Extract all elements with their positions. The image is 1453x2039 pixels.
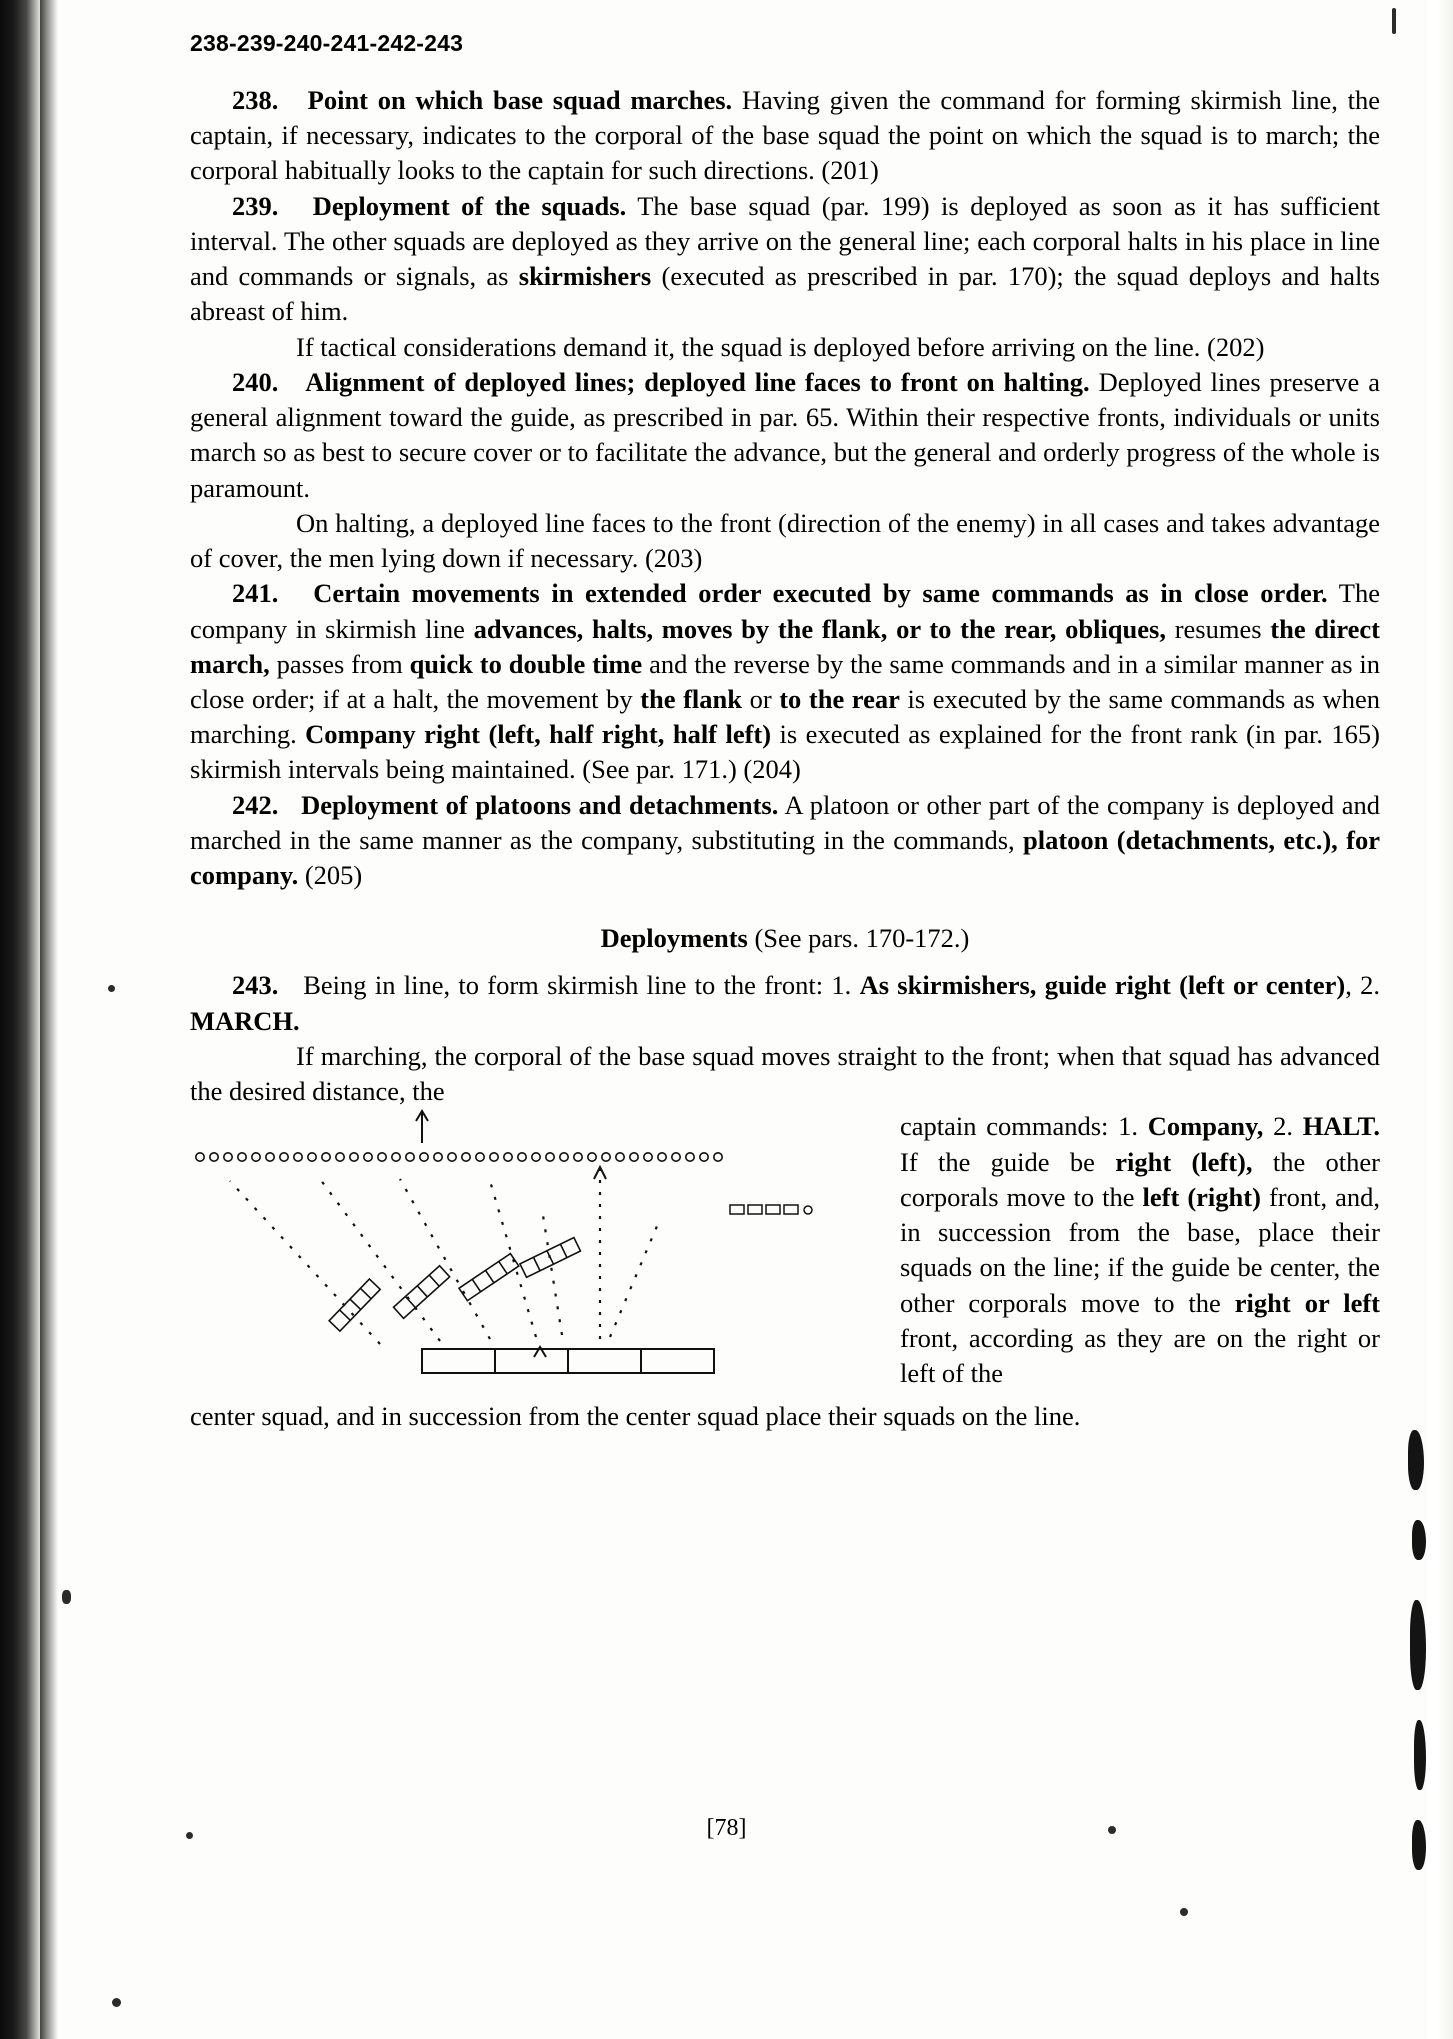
paragraph-243-text (190, 970, 1380, 1035)
paragraph-242-number: 242. (232, 789, 279, 820)
bold-command-text: Company, (1147, 1111, 1264, 1142)
paragraph-238-number: 238. (232, 85, 279, 115)
paragraph-241 (190, 576, 1380, 787)
bold-command-text: HALT. (1302, 1111, 1381, 1142)
section-heading-title: Deployments (600, 923, 748, 954)
page-content (190, 30, 1380, 1435)
body-text: 2. (1263, 1111, 1303, 1142)
company-in-line (422, 1349, 714, 1373)
body-text: and the reverse by the same commands and in a similar manner as in close order; if at a halt, the movement by (190, 648, 1380, 714)
running-head: 238-239-240-241-242-243 (190, 30, 464, 56)
section-heading-note: (See pars. 170-172.) (747, 923, 970, 954)
scan-artifact (1412, 1520, 1426, 1560)
paragraph-241-text (190, 578, 1380, 784)
bold-command-text: the flank (640, 683, 742, 714)
paragraph-239-heading: Deployment of the squads. (312, 190, 627, 221)
bold-command-text: platoon (detachments, etc.), for company. (190, 824, 1380, 891)
bold-command-text: to the rear (779, 683, 900, 714)
bold-command-text: As skirmishers, guide right (left or center) (859, 970, 1346, 1001)
scan-speck (62, 1590, 71, 1604)
scan-speck (112, 1998, 121, 2007)
bold-command-text: MARCH. (190, 1005, 300, 1036)
bold-command-text: advances, halts, moves by the flank, or to the rear, obliques, (473, 613, 1166, 644)
body-text: is executed as explained for the front rank (in par. 165) skirmish intervals being maintained. (See par. 171.) (204) (190, 719, 1380, 785)
paragraph-240b: On halting, a deployed line faces to the front (direction of the enemy) in all cases and takes advantage of cover, the men lying down if necessary. (203) (190, 507, 1380, 574)
body-text: If the guide be (900, 1146, 1116, 1177)
bold-command-text: the direct march, (190, 613, 1381, 679)
bold-command-text: left (right) (1142, 1181, 1261, 1212)
page-right-edge (1427, 0, 1453, 2039)
body-text: passes from (269, 648, 410, 679)
scan-speck (108, 985, 115, 992)
scan-speck (1180, 1908, 1188, 1916)
body-text: or (741, 683, 780, 714)
paragraph-240-text: Deployed lines preserve a general alignment toward the guide, as prescribed in par. 65. Within their respective fronts, individuals or units march so as best to secure cover or to facilitate the advance, but the general and orderly progress of the whole is paramount. (190, 366, 1381, 503)
paragraph-239-command: skirmishers (518, 261, 652, 292)
scan-speck (1392, 8, 1396, 34)
body-text: A platoon or other part of the company is deployed and marched in the same manner as the company, substituting in the commands, (190, 789, 1380, 855)
body-text: The company in skirmish line (190, 578, 1381, 644)
bold-command-text: right (left), (1115, 1146, 1253, 1177)
bold-command-text: Company right (left, half right, half left) (305, 719, 772, 750)
paragraph-240-heading: Alignment of deployed lines; deployed line faces to front on halting. (305, 366, 1090, 397)
paragraph-243 (190, 968, 1380, 1038)
paragraph-238 (190, 83, 1380, 189)
movement-paths (230, 1179, 660, 1344)
squad-blocks-rotating (329, 1238, 580, 1332)
detached-squad-row (730, 1205, 812, 1214)
scan-artifact (1410, 1600, 1426, 1690)
body-text: Being in line, to form skirmish line to the front: 1. (294, 970, 860, 1001)
figure-and-column (190, 1109, 1380, 1399)
paragraph-239-number: 239. (232, 190, 279, 221)
body-text: front, according as they are on the right or left of the (900, 1322, 1380, 1388)
paragraph-239b: If tactical considerations demand it, the squad is deployed before arriving on the line. (202) (296, 331, 1265, 362)
scan-artifact (1408, 1430, 1424, 1490)
body-text: front, and, in succession from the base, place their squads on the line; if the guide be center, the other corporals move to the (900, 1181, 1380, 1318)
bold-command-text: right or left (1234, 1287, 1380, 1318)
page-gutter-shadow-inner (40, 0, 58, 2039)
paragraph-242 (190, 788, 1380, 894)
body-text: is executed by the same commands as when marching. (190, 683, 1380, 750)
paragraph-241-heading: Certain movements in extended order executed by same commands as in close order. (313, 578, 1328, 609)
body-text: (205) (298, 860, 363, 891)
skirmish-line-deployment-diagram (190, 1109, 880, 1399)
paragraph-243-leadin: If marching, the corporal of the base squad moves straight to the front; when that squad has advanced the desired distance, the (190, 1040, 1380, 1107)
paragraph-239 (190, 189, 1380, 330)
body-text: , 2. (1345, 970, 1381, 1001)
paragraph-239-text-a: The base squad (par. 199) is deployed as soon as it has sufficient interval. The other squads are deployed as they arrive on the general line; each corporal halts in his place in line and commands or signals, as (190, 190, 1380, 292)
paragraph-243-right-column (900, 1109, 1380, 1391)
paragraph-243-closing: center squad, and in succession from the center squad place their squads on the line. (190, 1401, 1081, 1432)
page-folio: [78] (706, 1815, 747, 1841)
diagram-svg (190, 1109, 880, 1399)
paragraph-240 (190, 365, 1380, 506)
paragraph-240-number: 240. (232, 366, 279, 397)
section-heading (190, 923, 1380, 954)
paragraph-239-text-b: (executed as prescribed in par. 170); the squad deploys and halts abreast of him. (190, 261, 1380, 327)
paragraph-238-heading: Point on which base squad marches. (307, 85, 733, 115)
body-text: the other corporals move to the (900, 1146, 1380, 1212)
skirmisher-row (196, 1153, 722, 1161)
paragraph-241-number: 241. (232, 578, 279, 609)
paragraph-242-heading: Deployment of platoons and detachments. (301, 789, 779, 820)
scan-artifact (1414, 1720, 1426, 1790)
paragraph-243-number: 243. (232, 970, 279, 1001)
body-text: resumes (1166, 613, 1271, 644)
paragraph-238-text: Having given the command for forming skirmish line, the captain, if necessary, indicates to the corporal of the base squad the point on which the squad is to march; the corporal habitually looks to the captain for such directions. (201) (190, 85, 1380, 186)
bold-command-text: quick to double time (409, 648, 643, 679)
body-text: captain commands: 1. (900, 1111, 1148, 1142)
